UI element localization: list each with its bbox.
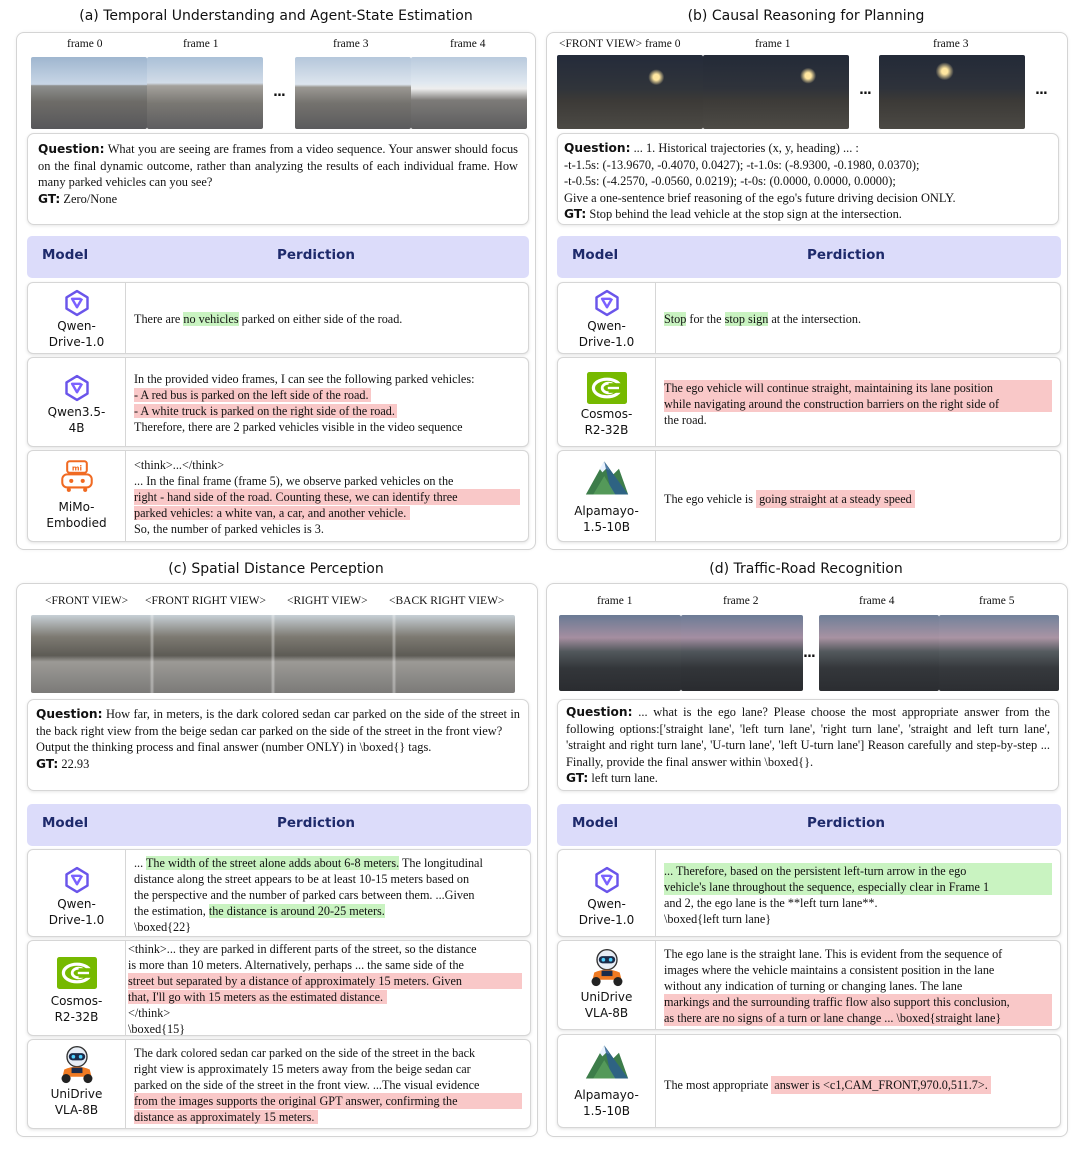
model-cell [558, 941, 656, 1029]
model-cell [28, 850, 126, 936]
gt-label: GT: [564, 207, 587, 222]
multiview-image [31, 615, 515, 693]
prediction-text [134, 1045, 522, 1125]
header-model: Model [572, 815, 619, 831]
nvidia-icon [56, 957, 98, 989]
pred-line: \boxed{22} [134, 920, 192, 934]
model-cell [28, 941, 126, 1035]
model-name: Qwen- [57, 319, 96, 333]
header-model: Model [42, 247, 89, 263]
pred-highlight-correct: The width of the street alone adds about 6-8 meters. [145, 856, 400, 870]
pred-span: There are [134, 312, 184, 326]
model-name: R2-32B [584, 423, 629, 437]
panel-a-title: (a) Temporal Understanding and Agent-State Estimation [79, 8, 473, 24]
question-line: -t-0.5s: (-4.2570, -0.0560, 0.0219); -t-0s: (0.0000, 0.0000, 0.0000); [564, 174, 896, 189]
panel-c-view-labels [17, 595, 537, 611]
dusk-frame-image [681, 615, 803, 691]
mountain-icon [584, 457, 630, 497]
pred-line: without any indication of turning or changing lanes. The lane [664, 979, 963, 993]
night-frame-image [557, 55, 703, 129]
pred-highlight-correct: Stop [664, 312, 687, 326]
pred-line: the road. [664, 413, 707, 427]
prediction-text [134, 371, 520, 435]
street-frame-image [147, 57, 263, 129]
gt-label: GT: [566, 771, 589, 786]
model-cell [558, 451, 656, 541]
qwen-icon [592, 866, 622, 894]
pred-line: the perspective and the number of parked cars between them. ...Given [134, 888, 475, 902]
pred-line: right view is approximately 15 meters away from the beige sedan car [134, 1062, 471, 1076]
model-name: R2-32B [54, 1010, 99, 1024]
view-label: <FRONT VIEW> [45, 595, 129, 607]
header-prediction: Perdiction [807, 815, 885, 831]
street-frame-image [295, 57, 411, 129]
table-row [27, 940, 531, 1036]
panel-c-title: (c) Spatial Distance Perception [168, 561, 384, 577]
pred-highlight-wrong: that, I'll go with 15 meters as the estimated distance. [128, 990, 387, 1004]
pred-highlight-wrong: distance as approximately 15 meters. [134, 1110, 318, 1124]
pred-highlight-wrong: markings and the surrounding traffic flow also support this conclusion, [664, 994, 1052, 1010]
table-row [557, 282, 1061, 354]
question-label: Question: [566, 705, 633, 719]
pred-line: parked on the side of the street in the front view. ...The visual evidence [134, 1078, 480, 1092]
pred-line: ... In the final frame (frame 5), we observe parked vehicles on the [134, 474, 454, 488]
mountain-icon [584, 1041, 630, 1081]
frame-label: frame 1 [183, 38, 219, 50]
pred-span: for the [686, 312, 725, 326]
gt-text: Zero/None [63, 191, 118, 206]
pred-line: The ego lane is the straight lane. This is evident from the sequence of [664, 947, 1003, 961]
frame-label: frame 0 [67, 38, 103, 50]
street-frame-image [411, 57, 527, 129]
table-row [557, 1034, 1061, 1128]
frame-label: frame 4 [859, 595, 895, 607]
ellipsis: ... [859, 83, 871, 98]
pred-span: The ego vehicle is [664, 492, 757, 506]
pred-highlight-wrong: street but separated by a distance of approximately 15 meters. Given [128, 973, 522, 989]
pred-highlight-correct: stop sign [724, 312, 769, 326]
view-label: <FRONT RIGHT VIEW> [145, 595, 266, 607]
pred-line: \boxed{left turn lane} [664, 912, 772, 926]
pred-span: The most appropriate [664, 1078, 772, 1092]
robot-icon [587, 947, 627, 987]
panel-d [546, 583, 1068, 1137]
pred-highlight-wrong: answer is <c1,CAM_FRONT,970.0,511.7>. [771, 1076, 990, 1094]
question-line: ... 1. Historical trajectories (x, y, heading) ... : [630, 141, 859, 155]
pred-line: ... The width of the street alone adds about 6-8 meters. The longitudinal [134, 856, 483, 870]
prediction-text [664, 380, 1052, 428]
frame-label: frame 1 [597, 595, 633, 607]
view-label: <RIGHT VIEW> [287, 595, 368, 607]
mimo-icon [59, 459, 95, 493]
header-prediction: Perdiction [807, 247, 885, 263]
model-name: Alpamayo- [574, 1088, 639, 1102]
header-model: Model [572, 247, 619, 263]
frame-label: frame 5 [979, 595, 1015, 607]
model-name: Embodied [46, 516, 107, 530]
qwen-icon [592, 289, 622, 317]
gt-text: Stop behind the lead vehicle at the stop sign at the intersection. [589, 207, 902, 222]
model-name: Qwen- [57, 897, 96, 911]
dusk-frame-image [559, 615, 681, 691]
night-frame-image [703, 55, 849, 129]
question-text: How far, in meters, is the dark colored sedan car parked on the side of the street in the back right view from the beige sedan car parked on the side of the street in the front view? [36, 707, 520, 738]
nvidia-icon [586, 372, 628, 404]
model-name: 4B [68, 421, 85, 435]
pred-highlight-correct: the distance is around 20-25 meters. [208, 904, 385, 918]
header-model: Model [42, 815, 89, 831]
pred-line: In the provided video frames, I can see the following parked vehicles: [134, 372, 475, 386]
qwen-icon [62, 289, 92, 317]
model-cell [558, 850, 656, 936]
frame-label: frame 2 [723, 595, 759, 607]
header-prediction: Perdiction [277, 247, 355, 263]
model-name: Qwen3.5- [47, 405, 106, 419]
panel-d-frame-labels [547, 595, 1067, 611]
pred-highlight-correct: no vehicles [183, 312, 239, 326]
model-cell [558, 358, 656, 446]
question-box [27, 699, 529, 791]
qwen-icon [62, 866, 92, 894]
pred-span: parked on either side of the road. [238, 312, 403, 326]
view-label: <BACK RIGHT VIEW> [389, 595, 505, 607]
ellipsis: ... [273, 85, 285, 100]
pred-span: at the intersection. [768, 312, 862, 326]
question-box [27, 133, 529, 225]
panel-d-title: (d) Traffic-Road Recognition [709, 561, 903, 577]
gt-label: GT: [38, 191, 61, 206]
dusk-frame-image [819, 615, 939, 691]
table-row [557, 940, 1061, 1030]
gt-label: GT: [36, 756, 59, 771]
model-name: 1.5-10B [583, 520, 630, 534]
model-name: VLA-8B [54, 1103, 99, 1117]
dusk-frame-image [939, 615, 1059, 691]
pred-highlight-wrong: - A red bus is parked on the left side of the road. [134, 388, 369, 402]
model-cell [28, 283, 126, 353]
frame-label: <FRONT VIEW> frame 0 [559, 38, 681, 50]
prediction-text [134, 855, 522, 935]
frame-label: frame 3 [933, 38, 969, 50]
panel-b-frame-labels [547, 38, 1067, 54]
robot-icon [57, 1044, 97, 1084]
prediction-text [664, 946, 1052, 1026]
panel-b-title: (b) Causal Reasoning for Planning [687, 8, 925, 24]
pred-line: \boxed{15} [128, 1022, 186, 1036]
frame-label: frame 1 [755, 38, 791, 50]
ellipsis: ... [803, 646, 815, 661]
ellipsis: ... [1035, 83, 1047, 98]
pred-highlight-wrong: while navigating around the construction barriers on the right side of [664, 396, 1052, 412]
qwen-icon [62, 374, 92, 402]
table-header [557, 236, 1061, 278]
table-header [27, 236, 529, 278]
model-name: VLA-8B [584, 1006, 629, 1020]
pred-highlight-wrong: parked vehicles: a white van, a car, and another vehicle. [134, 506, 410, 520]
frame-label: frame 4 [450, 38, 486, 50]
table-row [27, 357, 529, 447]
question-label: Question: [36, 707, 103, 721]
question-line: -t-1.5s: (-13.9670, -0.4070, 0.0427); -t-1.0s: (-8.9300, -0.1980, 0.0370); [564, 157, 920, 172]
model-name: 1.5-10B [583, 1104, 630, 1118]
pred-highlight-wrong: as there are no signs of a turn or lane change ... \boxed{straight lane} [664, 1010, 1052, 1026]
panel-b [546, 32, 1068, 550]
question-text: What you are seeing are frames from a video sequence. Your answer should focus on the final dynamic outcome, rather than analyzing the results of each individual frame. How many parked vehicles can you see? [38, 142, 518, 190]
model-cell [28, 1040, 126, 1128]
pred-highlight-correct: ... Therefore, based on the persistent left-turn arrow in the ego [664, 863, 1052, 879]
prediction-text [134, 457, 520, 537]
model-name: UniDrive [580, 990, 633, 1004]
pred-highlight-wrong: The ego vehicle will continue straight, maintaining its lane position [664, 380, 1052, 396]
model-name: Qwen- [587, 897, 626, 911]
table-row [557, 357, 1061, 447]
pred-line: images where the vehicle maintains a consistent position in the lane [664, 963, 995, 977]
model-name: Drive-1.0 [578, 335, 635, 349]
pred-line: is more than 10 meters. Alternatively, perhaps ... the same side of the [128, 958, 464, 972]
question-box [557, 699, 1059, 791]
question-label: Question: [564, 141, 631, 155]
question-line: Give a one-sentence brief reasoning of the ego's future driving decision ONLY. [564, 190, 956, 205]
pred-highlight-wrong: - A white truck is parked on the right side of the road. [134, 404, 395, 418]
model-cell [28, 451, 126, 541]
pred-line: distance along the street appears to be at least 10-15 meters based on [134, 872, 470, 886]
table-row [27, 450, 529, 542]
prediction-text [664, 1077, 1052, 1093]
pred-highlight-wrong: from the images supports the original GPT answer, confirming the [134, 1093, 522, 1109]
model-name: Drive-1.0 [48, 913, 105, 927]
model-name: Drive-1.0 [48, 335, 105, 349]
pred-line: The dark colored sedan car parked on the side of the street in the back [134, 1046, 476, 1060]
question-label: Question: [38, 142, 105, 156]
table-header [27, 804, 531, 846]
prediction-text [664, 311, 1052, 327]
pred-highlight-wrong: right - hand side of the road. Counting these, we can identify three [134, 489, 520, 505]
model-name: Cosmos- [50, 994, 103, 1008]
model-cell [28, 358, 126, 446]
prediction-text [664, 863, 1052, 927]
table-row [27, 1039, 531, 1129]
pred-line: Therefore, there are 2 parked vehicles visible in the video sequence [134, 420, 463, 434]
question-instruction: Output the thinking process and final answer (number ONLY) in \boxed{} tags. [36, 740, 432, 755]
question-box [557, 133, 1059, 225]
panel-a-frame-labels [17, 38, 537, 54]
model-cell [558, 1035, 656, 1127]
table-row [557, 450, 1061, 542]
pred-line: <think>...</think> [134, 458, 225, 472]
model-name: UniDrive [50, 1087, 103, 1101]
model-cell [558, 283, 656, 353]
panel-c [16, 583, 538, 1137]
table-row [27, 282, 529, 354]
pred-highlight-wrong: going straight at a steady speed [756, 490, 915, 508]
pred-line: So, the number of parked vehicles is 3. [134, 522, 324, 536]
pred-line: the estimation, the distance is around 20-25 meters. [134, 904, 385, 918]
model-name: Qwen- [587, 319, 626, 333]
pred-highlight-correct: vehicle's lane throughout the sequence, especially clear in Frame 1 [664, 879, 1052, 895]
street-frame-image [31, 57, 147, 129]
model-name: MiMo- [58, 500, 95, 514]
pred-line: and 2, the ego lane is the **left turn lane**. [664, 896, 878, 910]
pred-line: </think> [128, 1006, 171, 1020]
night-frame-image [879, 55, 1025, 129]
panel-a [16, 32, 536, 550]
model-name: Cosmos- [580, 407, 633, 421]
pred-line: <think>... they are parked in different parts of the street, so the distance [128, 942, 477, 956]
question-text: ... what is the ego lane? Please choose the most appropriate answer from the following options:['straight lane', 'left turn lane', 'right turn lane', 'straight and left turn lane', 'straight and right turn lane', 'U-turn lane', 'left U-turn lane'] Reason carefully and step-by-step ... Finally, provide the final answer within \boxed{}. [566, 705, 1050, 769]
table-row [27, 849, 531, 937]
prediction-text [664, 491, 1052, 507]
frame-label: frame 3 [333, 38, 369, 50]
model-name: Alpamayo- [574, 504, 639, 518]
gt-text: left turn lane. [591, 771, 658, 786]
header-prediction: Perdiction [277, 815, 355, 831]
table-row [557, 849, 1061, 937]
gt-text: 22.93 [61, 756, 90, 771]
prediction-text [134, 311, 520, 327]
table-header [557, 804, 1061, 846]
model-name: Drive-1.0 [578, 913, 635, 927]
prediction-text [128, 941, 522, 1037]
